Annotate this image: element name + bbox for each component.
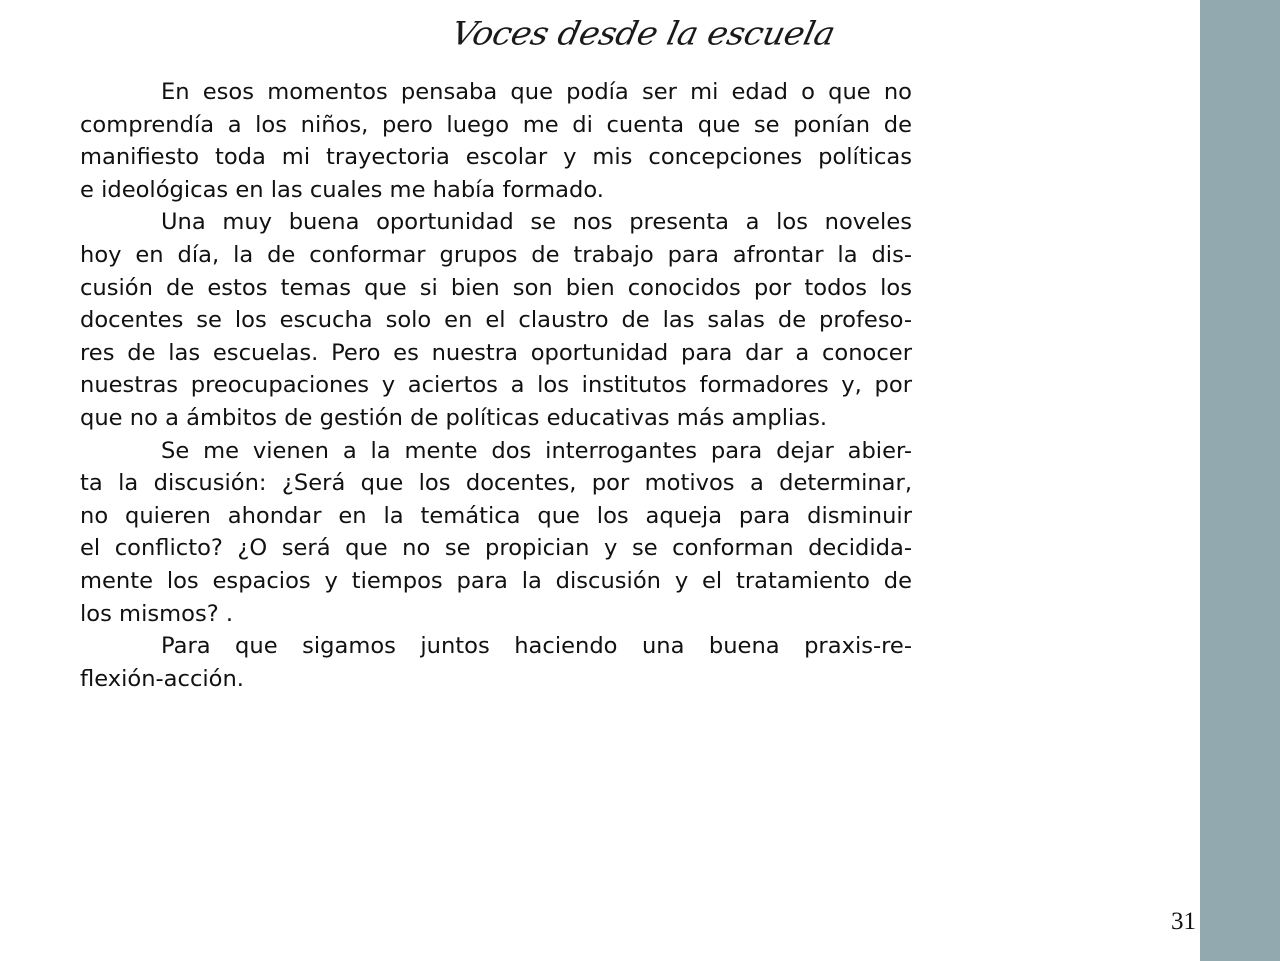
- text-line: En esos momentos pensaba que podía ser mi edad o que no: [161, 79, 912, 105]
- text-line: e ideológicas en las cuales me había formado.: [80, 176, 604, 203]
- text-line: docentes se los escucha solo en el claustro de las salas de profeso-: [80, 307, 912, 334]
- decorative-side-band: [1200, 0, 1280, 961]
- text-line: los mismos? .: [80, 600, 234, 627]
- text-line: manifiesto toda mi trayectoria escolar y mis concepciones políticas: [80, 144, 912, 171]
- text-line: Para que sigamos juntos haciendo una buena praxis-re-: [161, 633, 912, 660]
- text-line: res de las escuelas. Pero es nuestra oportunidad para dar a conocer: [80, 339, 912, 366]
- text-line: el conflicto? ¿O será que no se propician y se conforman decidida-: [80, 535, 912, 562]
- text-line: nuestras preocupaciones y aciertos a los institutos formadores y, por: [80, 372, 912, 399]
- paragraph-1: [80, 76, 912, 206]
- running-header-title: Voces desde la escuela: [447, 15, 839, 53]
- text-line: no quieren ahondar en la temática que los aqueja para disminuir: [80, 502, 912, 529]
- text-line: hoy en día, la de conformar grupos de trabajo para afrontar la dis-: [80, 241, 912, 268]
- text-line: comprendía a los niños, pero luego me di cuenta que se ponían de: [80, 111, 912, 138]
- text-line: mente los espacios y tiempos para la discusión y el tratamiento de: [80, 567, 912, 594]
- body-text: [80, 76, 912, 695]
- page-number: 31: [1171, 908, 1196, 935]
- text-line: Una muy buena oportunidad se nos presenta a los noveles: [161, 209, 912, 236]
- text-line: Se me vienen a la mente dos interrogantes para dejar abier-: [161, 437, 912, 464]
- text-line: cusión de estos temas que si bien son bien conocidos por todos los: [80, 274, 912, 301]
- text-line: que no a ámbitos de gestión de políticas educativas más amplias.: [80, 404, 828, 431]
- text-line: flexión-acción.: [80, 665, 244, 692]
- paragraph-4: [80, 630, 912, 695]
- text-line: ta la discusión: ¿Será que los docentes, por motivos a determinar,: [80, 470, 912, 497]
- paragraph-2: [80, 206, 912, 434]
- paragraph-3: [80, 435, 912, 631]
